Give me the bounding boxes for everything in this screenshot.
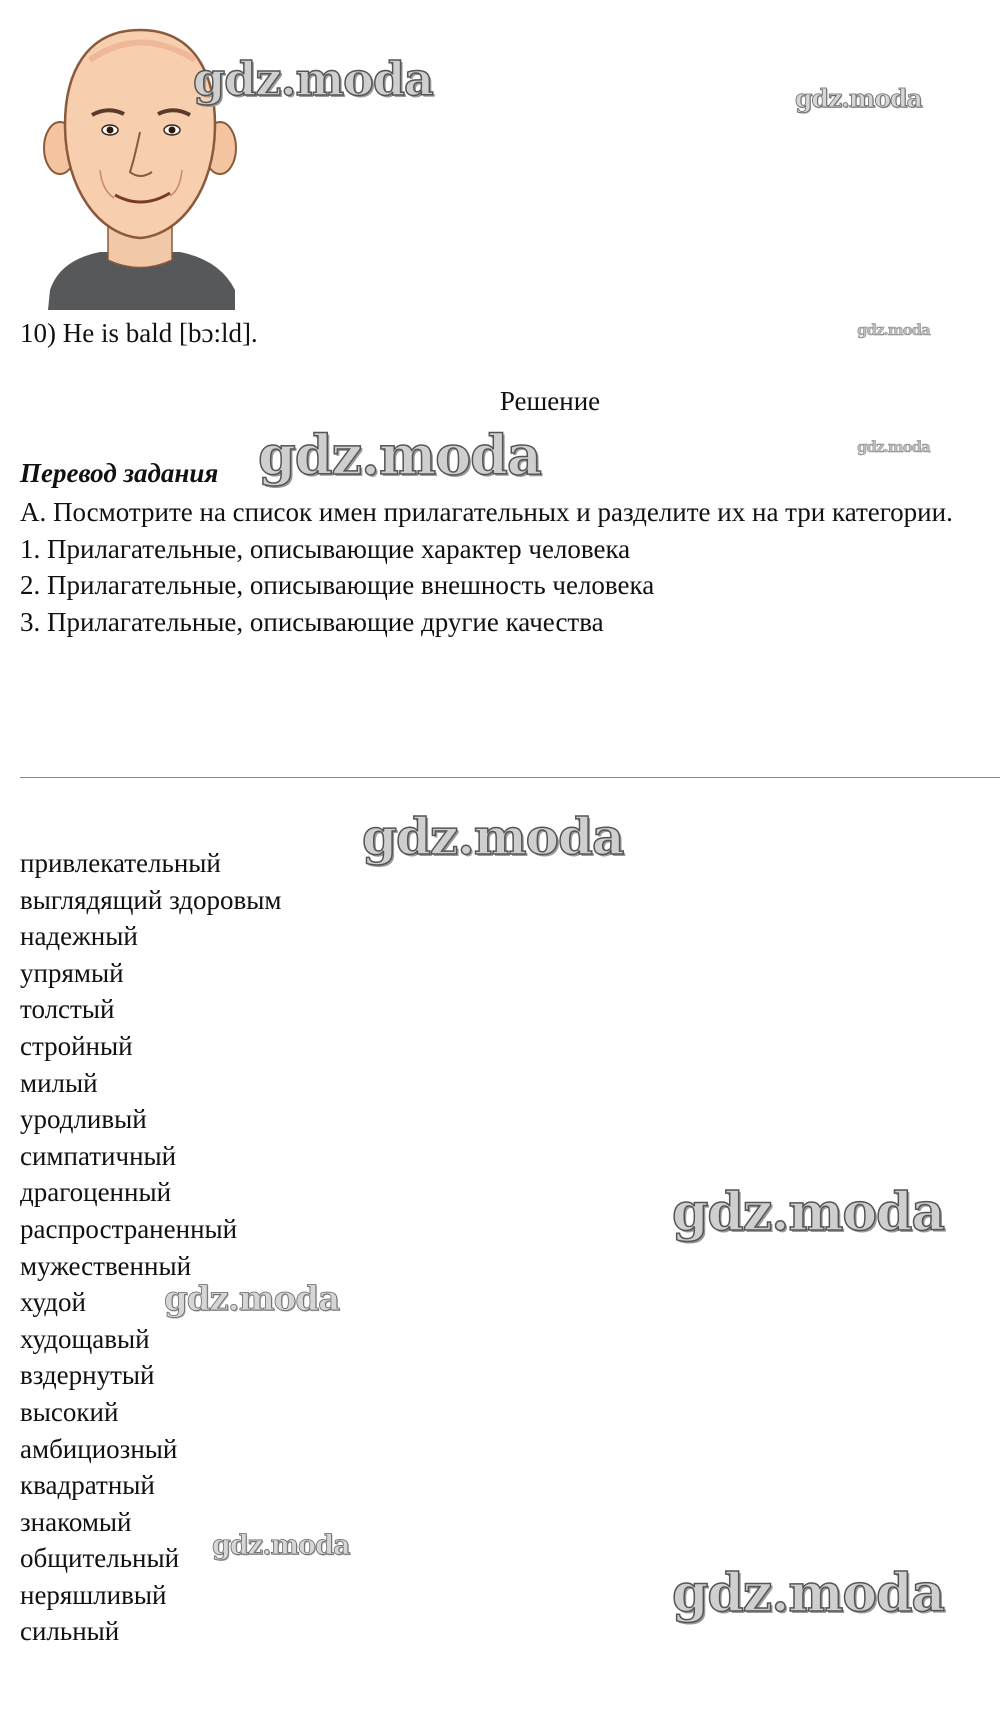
watermark-logo: gdz.moda [193, 52, 433, 106]
list-item: худощавый [20, 1323, 150, 1354]
section-divider [20, 777, 1000, 778]
list-item: стройный [20, 1030, 133, 1061]
watermark-logo: gdz.moda [212, 1530, 350, 1561]
list-item: симпатичный [20, 1140, 177, 1171]
category-item: 2. Прилагательные, описывающие внешность человека [20, 570, 655, 600]
watermark-logo: gdz.moda [672, 1182, 945, 1243]
list-item: распространенный [20, 1213, 238, 1244]
watermark-logo: gdz.moda [672, 1563, 945, 1624]
category-item: 1. Прилагательные, описывающие характер человека [20, 533, 631, 564]
category-item: 3. Прилагательные, описывающие другие качества [20, 606, 604, 637]
list-item: уродливый [20, 1104, 147, 1135]
solution-heading: Решение [499, 386, 601, 416]
list-item: сильный [20, 1616, 120, 1647]
list-item: надежный [20, 921, 138, 952]
task-instruction: A. Посмотрите на список имен прилагательных и разделите их на три категории. [20, 497, 953, 527]
list-item: драгоценный [20, 1177, 172, 1208]
adjective-list [20, 845, 281, 1650]
illustration-caption: 10) He is bald [bɔ:ld]. [20, 318, 258, 348]
list-item: общительный [20, 1543, 180, 1574]
task-translation-title: Перевод задания [20, 458, 219, 488]
list-item: толстый [20, 994, 115, 1025]
list-item: квадратный [20, 1470, 155, 1501]
list-item: мужественный [20, 1250, 192, 1281]
task-translation-body [20, 494, 1000, 640]
list-item: высокий [20, 1396, 119, 1427]
watermark-logo: gdz.moda [795, 84, 922, 113]
watermark-logo: gdz.moda [258, 423, 541, 487]
list-item: худой [20, 1287, 86, 1318]
list-item: вздернутый [20, 1360, 155, 1391]
watermark-logo: gdz.moda [857, 321, 930, 339]
list-item: выглядящий здоровым [20, 884, 282, 915]
watermark-logo: gdz.moda [857, 438, 930, 456]
watermark-logo: gdz.moda [164, 1279, 340, 1319]
list-item: милый [20, 1067, 98, 1098]
list-item: упрямый [20, 957, 124, 988]
list-item: знакомый [20, 1506, 132, 1537]
list-item: неряшливый [20, 1579, 167, 1610]
watermark-logo: gdz.moda [362, 807, 624, 866]
list-item: амбициозный [20, 1433, 178, 1464]
list-item: привлекательный [20, 848, 221, 878]
